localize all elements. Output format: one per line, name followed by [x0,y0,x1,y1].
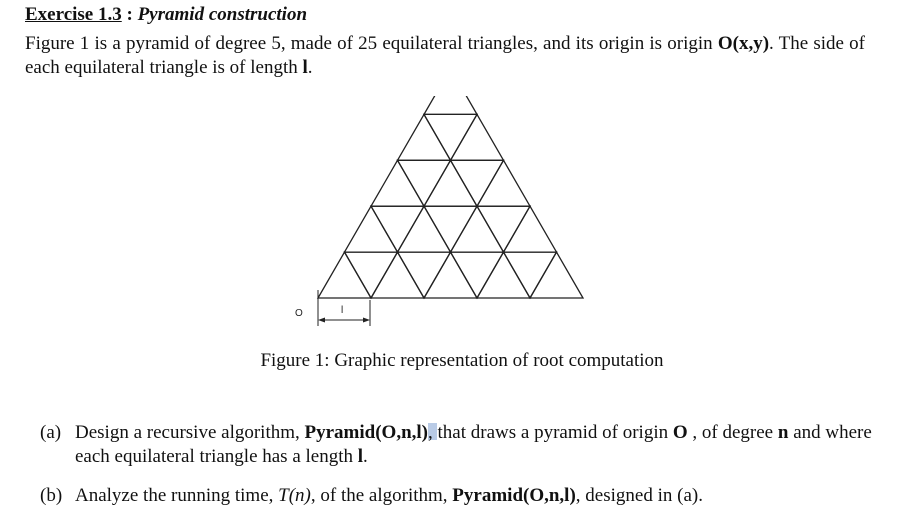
qa-function: Pyramid(O,n,l) [304,422,429,443]
triangle-down [451,160,504,206]
pyramid-triangles [318,96,583,298]
intro-text-1: Figure 1 is a pyramid of degree 5, made of 25 equilateral triangles, and its origin is origin [25,33,718,54]
triangle-down [424,206,477,252]
question-b [40,484,880,508]
question-b-tag: (b) [40,485,63,506]
triangle-up [398,206,451,252]
qb-text-2: , of the algorithm, [310,485,453,506]
intro-text-3: . [307,57,313,78]
triangle-down [424,114,477,160]
qa-text-2 [428,422,673,443]
origin-symbol: O(x,y) [717,33,770,54]
pyramid-figure [280,96,600,332]
triangle-down [398,160,451,206]
triangle-up [345,206,398,252]
question-a-tag: (a) [40,422,62,443]
question-a [40,421,880,469]
triangle-up [424,96,477,114]
triangle-up [504,206,557,252]
length-label: l [341,305,344,316]
qb-function: Pyramid(O,n,l) [452,485,576,506]
intro-paragraph [25,32,865,80]
triangle-up [451,206,504,252]
figure-caption: Figure 1: Graphic representation of root computation [260,350,664,371]
triangle-up [371,252,424,298]
triangle-up [424,160,477,206]
triangle-down [398,252,451,298]
triangle-up [477,160,530,206]
qa-text-3: , of degree [687,422,778,443]
question-a-text [40,421,880,469]
triangle-up [530,252,583,298]
triangle-down [345,252,398,298]
qb-text-3: , designed in (a). [575,485,703,506]
qa-text-2-content: , that draws a pyramid of origin [428,422,673,443]
triangle-up [451,114,504,160]
arrow-right-icon [363,318,370,323]
triangle-up [398,114,451,160]
qb-text-1: Analyze the running time, [75,485,279,506]
arrow-left-icon [318,318,325,323]
length-symbol: l [302,57,308,78]
dimension-annotation [318,290,370,326]
triangle-down [504,252,557,298]
qa-origin: O [672,422,688,443]
origin-label: O [295,308,303,319]
triangle-down [451,252,504,298]
qa-length: l [357,446,364,467]
qa-text-4: and where each equilateral triangle has a length [75,422,872,467]
exercise-number: Exercise 1.3 [25,4,122,25]
triangle-down [477,206,530,252]
triangle-up [371,160,424,206]
question-b-text [40,484,880,508]
triangle-up [318,252,371,298]
triangle-down [371,206,424,252]
qb-time: T(n) [278,485,311,506]
qa-text-1: Design a recursive algorithm, [75,422,305,443]
qa-degree: n [777,422,789,443]
heading-separator: : [121,4,138,25]
triangle-up [424,252,477,298]
exercise-title: Pyramid construction [137,4,308,25]
triangle-up [477,252,530,298]
exercise-heading [25,4,307,26]
intro-text-2: . The side of each equilateral triangle is of length [25,33,865,78]
qa-text-5: . [363,446,368,467]
